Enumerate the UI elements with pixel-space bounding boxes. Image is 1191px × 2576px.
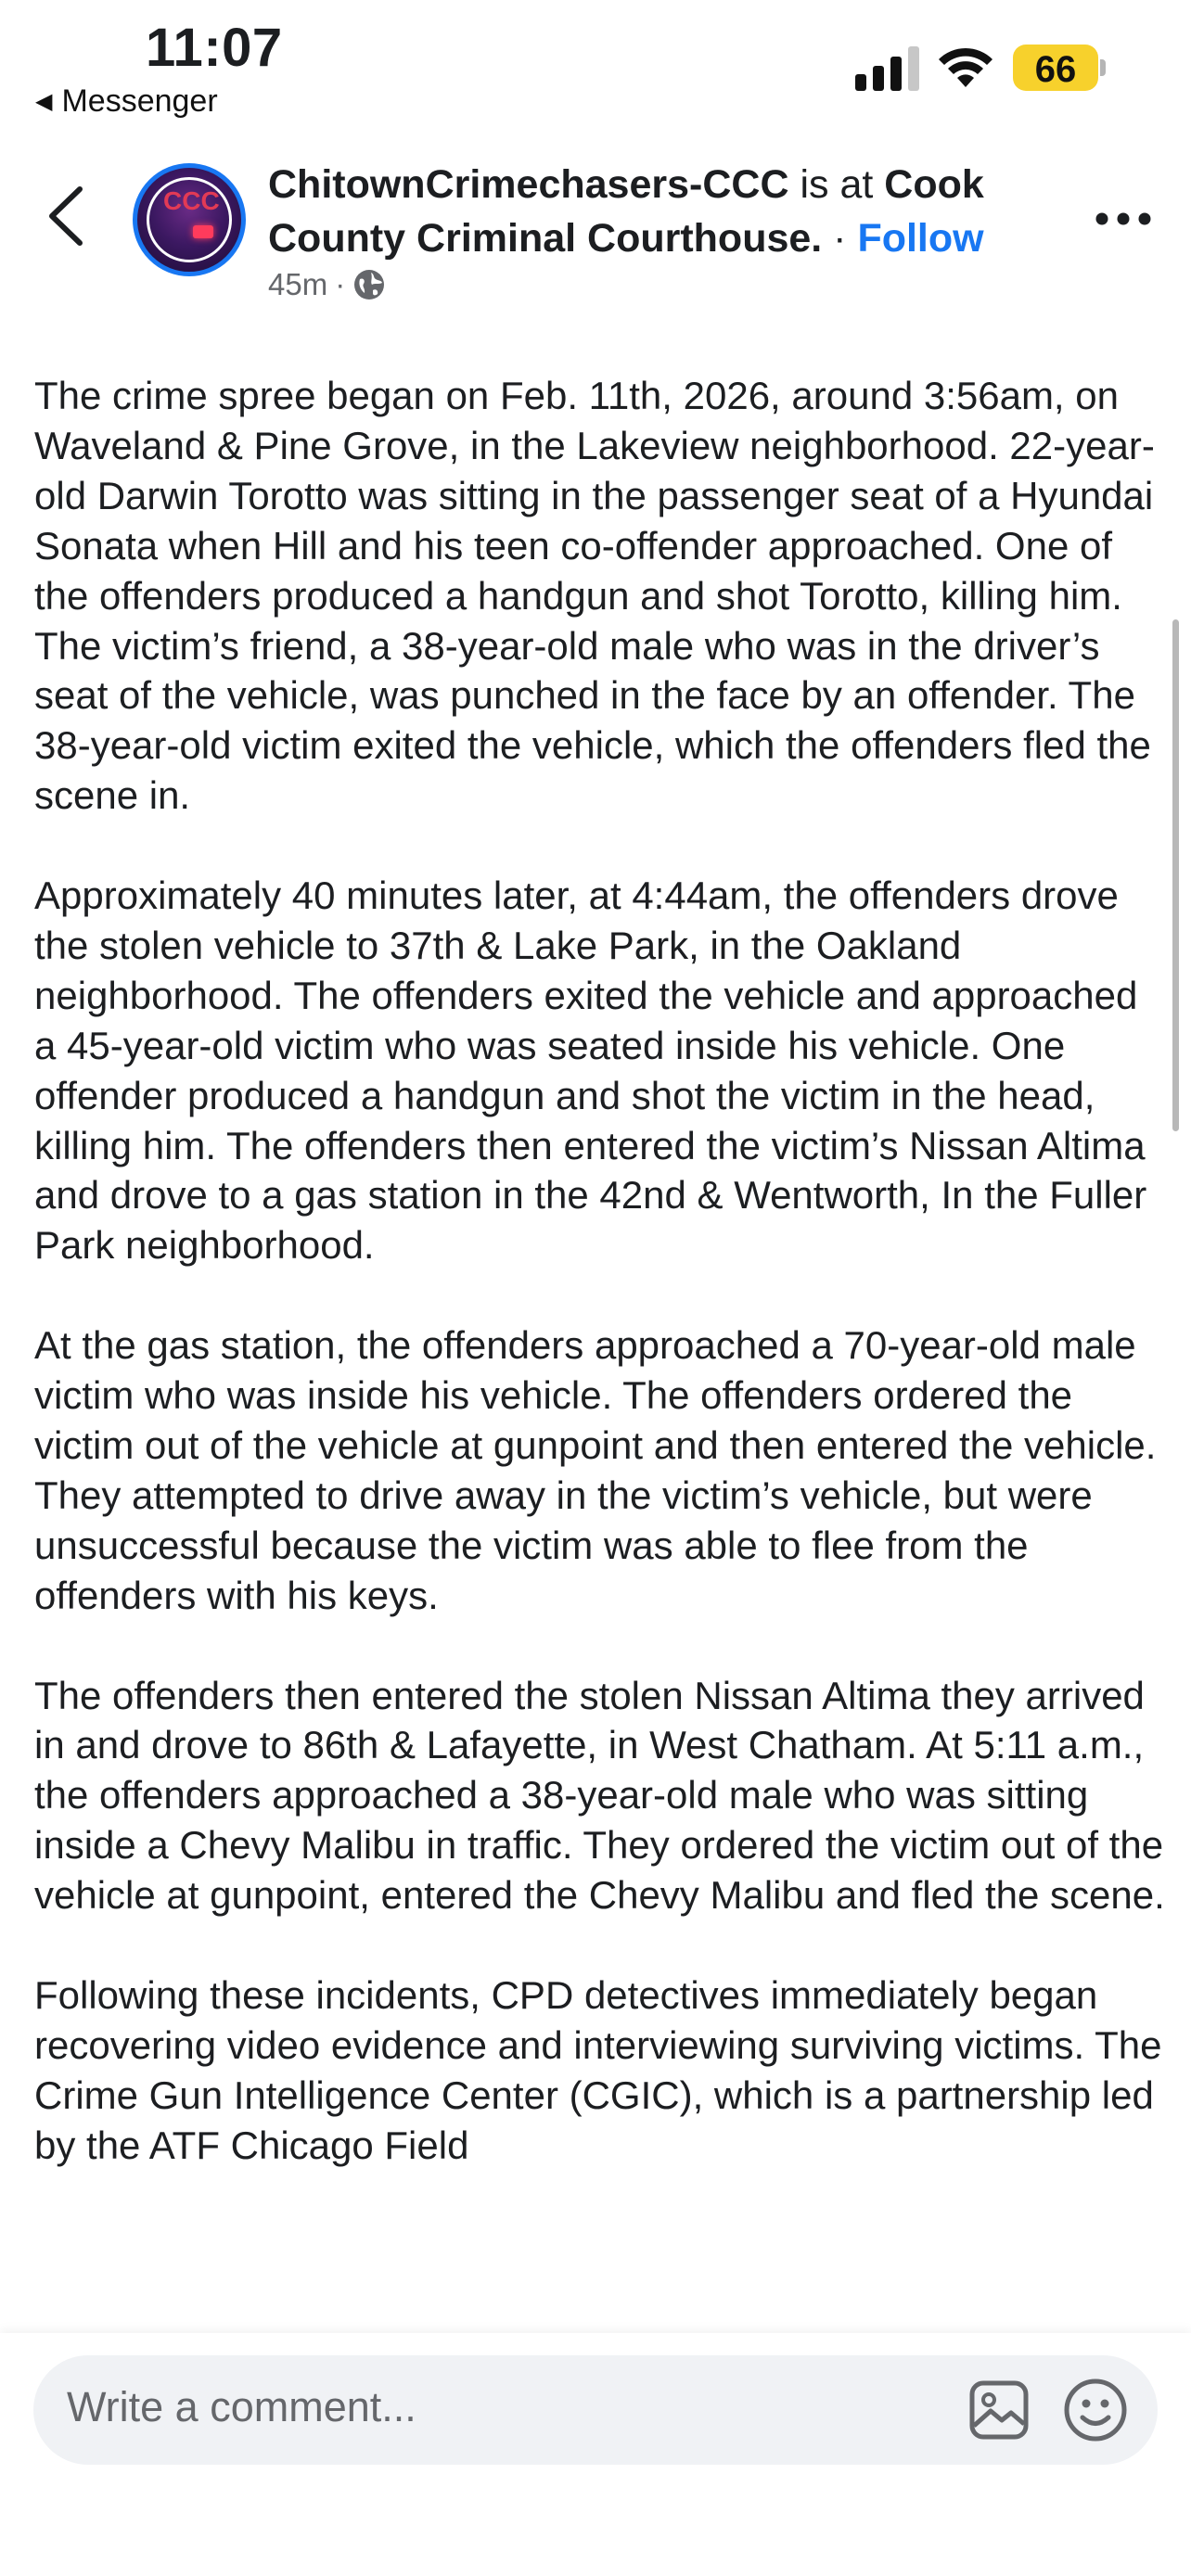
battery-nub (1100, 59, 1106, 76)
follow-button[interactable]: Follow (857, 216, 984, 261)
back-to-app-link[interactable] (35, 83, 218, 120)
signal-icon (855, 46, 920, 91)
paragraph: Approximately 40 minutes later, at 4:44am, the offenders drove the stolen vehicle to 37th & Lake Park, in the Oakland neighborhood. The offenders exited the vehicle and approached a 45-year-old victim who was seated inside his vehicle. One offender produced a handgun and shot the victim in the head, killing him. The offenders then entered the victim’s Nissan Altima and drove to a gas station in the 42nd & Wentworth, In the Fuller Park neighborhood. (34, 874, 1147, 1268)
is-at-text: is at (800, 162, 874, 207)
post-meta (268, 267, 386, 302)
comment-placeholder[interactable]: Write a comment... (67, 2383, 416, 2430)
globe-icon (352, 268, 386, 301)
page-avatar[interactable] (133, 163, 246, 276)
paragraph: Following these incidents, CPD detectives immediately began recovering video evidence and interviewing surviving victims. The Crime Gun Intelligence Center (CGIC), which is a partnership led by the ATF Chicago Field (34, 1972, 1162, 2167)
battery-level: 66 (1034, 49, 1077, 90)
paragraph: The crime spree began on Feb. 11th, 2026, around 3:56am, on Waveland & Pine Grove, in the Lakeview neighborhood. 22-year-old Darwin Torotto was sitting in the passenger seat of a Hyundai Sonata when Hill and his teen co-offender approached. One of the offenders produced a handgun and shot Torotto, killing him. The victim’s friend, a 38-year-old male who was in the driver’s seat of the vehicle, was punched in the face by an offender. The 38-year-old victim exited the vehicle, which the offenders fled the scene in. (34, 374, 1155, 818)
author-name[interactable]: ChitownCrimechasers-CCC (268, 162, 789, 207)
battery-indicator (1013, 45, 1098, 91)
scrollbar[interactable] (1172, 619, 1179, 1131)
post-time[interactable]: 45m (268, 267, 328, 301)
checkin-location[interactable]: Cook County Criminal Courthouse. (268, 162, 984, 261)
more-options-icon[interactable] (1095, 211, 1152, 226)
back-chevron-icon[interactable] (45, 185, 87, 247)
header-separator: · (822, 216, 858, 261)
status-time: 11:07 (146, 18, 283, 78)
avatar-logo-icon: CCC (163, 186, 220, 215)
paragraph: At the gas station, the offenders approached a 70-year-old male victim who was inside his vehicle. The offenders ordered the victim out of the vehicle at gunpoint and then entered the vehicle. They attempted to drive away in the victim’s vehicle, but were unsuccessful because the victim was able to flee from the offenders with his keys. (34, 1323, 1157, 1617)
avatar-light-icon (193, 225, 213, 238)
back-app-label: Messenger (61, 83, 218, 119)
emoji-icon[interactable] (1063, 2378, 1128, 2442)
back-triangle-icon: ◀ (35, 89, 53, 114)
paragraph: The offenders then entered the stolen Nissan Altima they arrived in and drove to 86th & Lafayette, in West Chatham. At 5:11 a.m., the offenders approached a 38-year-old male who was sitting inside a Chevy Malibu in traffic. They ordered the victim out of the vehicle at gunpoint, entered the Chevy Malibu and fled the scene. (34, 1673, 1165, 1918)
photo-icon[interactable] (968, 2379, 1030, 2441)
post-header (268, 158, 1047, 265)
wifi-icon (937, 43, 994, 89)
post-body (34, 371, 1166, 2220)
meta-dot: · (335, 267, 346, 301)
